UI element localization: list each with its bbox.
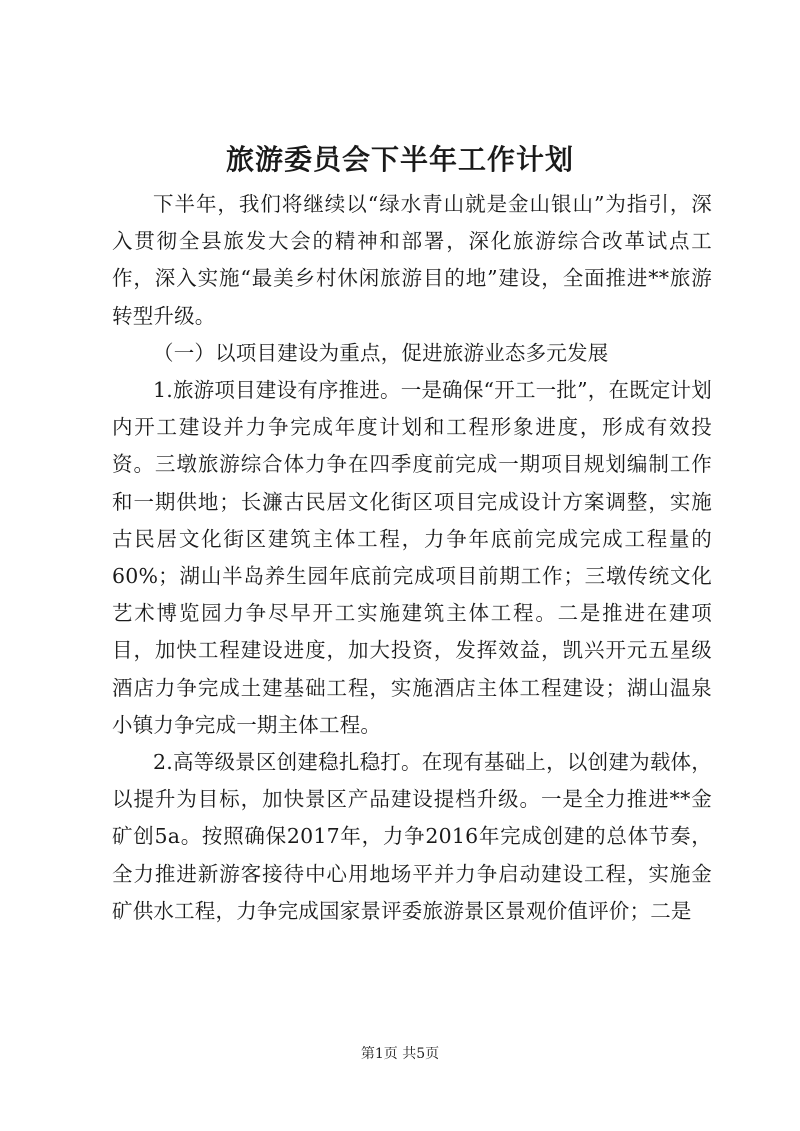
paragraph-intro: 下半年，我们将继续以“绿水青山就是金山银山”为指引，深入贯彻全县旅发大会的精神和部署，深化旅游综合改革试点工作，深入实施“最美乡村休闲旅游目的地”建设，全面推进**旅游转型升级。 [112,192,712,328]
document-body [112,186,712,930]
section-heading: （一）以项目建设为重点，促进旅游业态多元发展 [153,340,609,365]
page-number-footer: 第1页 共5页 [360,1046,440,1062]
paragraph-project-construction: 1.旅游项目建设有序推进。一是确保“开工一批”，在既定计划内开工建设并力争完成年度计划和工程形象进度，形成有效投资。三墩旅游综合体力争在四季度前完成一期项目规划编制工作和一期供地；长濂古民居文化街区项目完成设计方案调整，实施古民居文化街区建筑主体工程，力争年底前完成完成工程量的60%；湖山半岛养生园年底前完成项目前期工作；三墩传统文化艺术博览园力争尽早开工实施建筑主体工程。二是推进在建项目，加快工程建设进度，加大投资，发挥效益，凯兴开元五星级酒店力争完成土建基础工程，实施酒店主体工程建设；湖山温泉小镇力争完成一期主体工程。 [112,378,712,737]
paragraph-scenic-area: 2.高等级景区创建稳扎稳打。在现有基础上，以创建为载体，以提升为目标，加快景区产品建设提档升级。一是全力推进**金矿创5a。按照确保2017年，力争2016年完成创建的总体节奏，全力推进新游客接待中心用地场平并力争启动建设工程，实施金矿供水工程，力争完成国家景评委旅游景区景观价值评价；二是 [112,750,712,923]
document-title: 旅游委员会下半年工作计划 [225,143,574,176]
